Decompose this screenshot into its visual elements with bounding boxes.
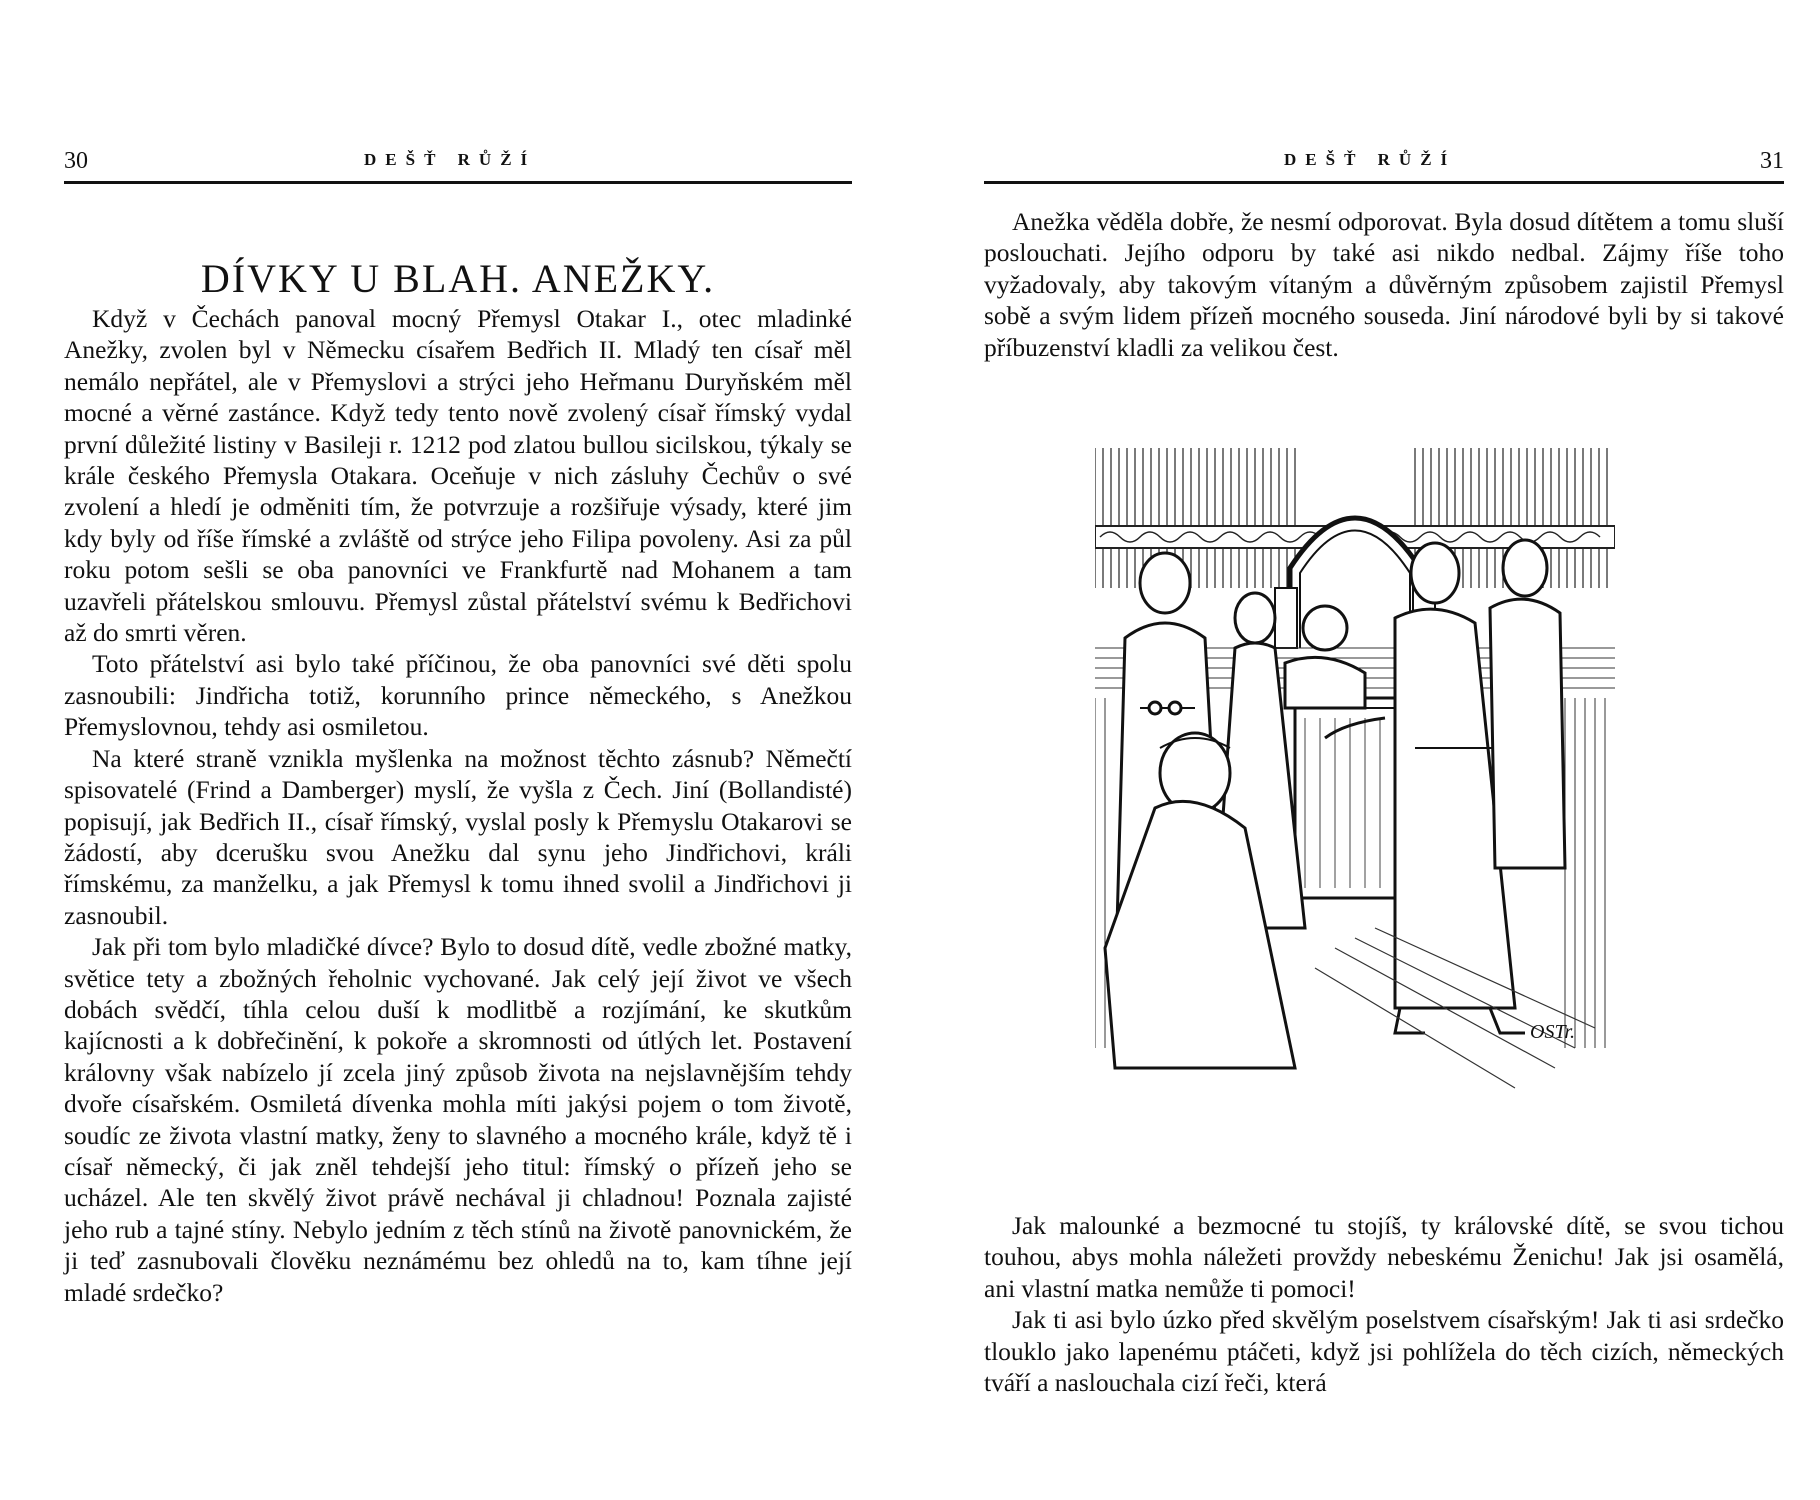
chapter-title: DÍVKY U BLAH. ANEŽKY. [200, 255, 716, 301]
page-number-right: 31 [1760, 148, 1784, 174]
header-rule-left [64, 181, 852, 184]
paragraph: Jak ti asi bylo úzko před skvělým poselstvem císařským! Jak ti asi srdečko tlouklo jako lapenému ptáčeti, když jsi pohlížela do těch cizích, německých tváří a naslouchala cizí řeči, která [984, 1305, 1784, 1398]
right-running-head [984, 148, 1784, 178]
right-page [910, 0, 1820, 1500]
paragraph: Toto přátelství asi bylo také příčinou, že oba panovníci své děti spolu zasnoubili: Jindřicha totiž, korunního prince německého, s Anežkou Přemyslovnou, tehdy asi osmiletou. [64, 649, 852, 742]
running-title-right: DEŠŤ RŮŽÍ [1284, 150, 1457, 169]
paragraph: Když v Čechách panoval mocný Přemysl Otakar I., otec mladinké Anežky, zvolen byl v Německu císařem Bedřich II. Mladý ten císař měl nemálo nepřátel, ale v Přemyslovi a strýci jeho Heřmanu Duryňském měl mocné a věrné zastánce. Když tedy tento nově zvolený císař římský vydal první důležité listiny v Basileji r. 1212 pod zlatou bullou sicilskou, týkaly se krále českého Přemysla Otakara. Oceňuje v nich zásluhy Čechův o své zvolení a hledí je odměniti tím, že potvrzuje a rozšiřuje výsady, které jim kdy byly od říše římské a zvláště od strýce jeho Filipa povoleny. Asi za půl roku potom sešli se oba panovníci ve Frankfurtě nad Mohanem a tam uzavřeli přátelskou smlouvu. Přemysl zůstal přátelství svému k Bedřichovi až do smrti věren. [64, 304, 852, 648]
left-running-head [64, 148, 852, 178]
paragraph: Anežka věděla dobře, že nesmí odporovat. Byla dosud dítětem a tomu sluší poslouchati. Jejího odporu by také asi nikdo nedbal. Zájmy říše toho vyžadovaly, aby takovým vítaným a důvěrným způsobem zajistil Přemysl sobě a svým lidem přízeň mocného souseda. Jiní národové byli by si takové příbuzenství kladli za velikou čest. [984, 207, 1784, 362]
paragraph: Na které straně vznikla myšlenka na možnost těchto zásnub? Němečtí spisovatelé (Frind a Damberger) myslí, že vyšla z Čech. Jiní (Bollandisté) popisují, jak Bedřich II., císař římský, vyslal posly k Přemyslu Otakarovi se žádostí, aby dcerušku svou Anežku dal synu jeho Jindřichovi, králi římskému, za manželku, a jak Přemysl k tomu ihned svolil a Jindřichovi ji zasnoubil. [64, 743, 852, 930]
betrothal-illustration [1095, 448, 1615, 1100]
paragraph: Jak malounké a bezmocné tu stojíš, ty královské dítě, se svou tichou touhou, abys mohla náležeti provždy nebeskému Ženichu! Jak jsi osamělá, ani vlastní matka nemůže ti pomoci! [984, 1211, 1784, 1303]
left-body-text [64, 303, 852, 1308]
page-number-left: 30 [64, 148, 88, 174]
right-top-text [984, 206, 1784, 363]
illustration-drawing [1095, 448, 1615, 1100]
header-rule-right [984, 181, 1784, 184]
right-bottom-text [984, 1210, 1784, 1398]
running-title-left: DEŠŤ RŮŽÍ [364, 150, 537, 169]
paragraph: Jak při tom bylo mladičké dívce? Bylo to dosud dítě, vedle zbožné matky, světice tety a zbožných řeholnic vychované. Jak celý její život ve všech dobách svědčí, tíhla celou duší k modlitbě a rozjímání, ke skutkům kajícnosti a k dobřečinění, k pokoře a skromnosti od útlých let. Postavení královny však nabízelo jí zcela jiný způsob života na nejslavnějším tehdy dvoře císařském. Osmiletá dívenka mohla míti jakýsi pojem o tom životě, soudíc ze života vlastní matky, ženy to slavného a mocného krále, když tě i císař německý, či jak zněl tehdejší jeho titul: římský o přízeň jeho se ucházel. Ale ten skvělý život právě nechával ji chladnou! Poznala zajisté jeho rub a tajné stíny. Nebylo jedním z těch stínů na životě panovnickém, že ji teď zasnubovali člověku neznámému bez ohledů na to, kam tíhne její mladé srdečko? [64, 932, 852, 1307]
right-elder [1490, 540, 1565, 868]
artist-signature: OSTr. [1530, 1021, 1576, 1043]
